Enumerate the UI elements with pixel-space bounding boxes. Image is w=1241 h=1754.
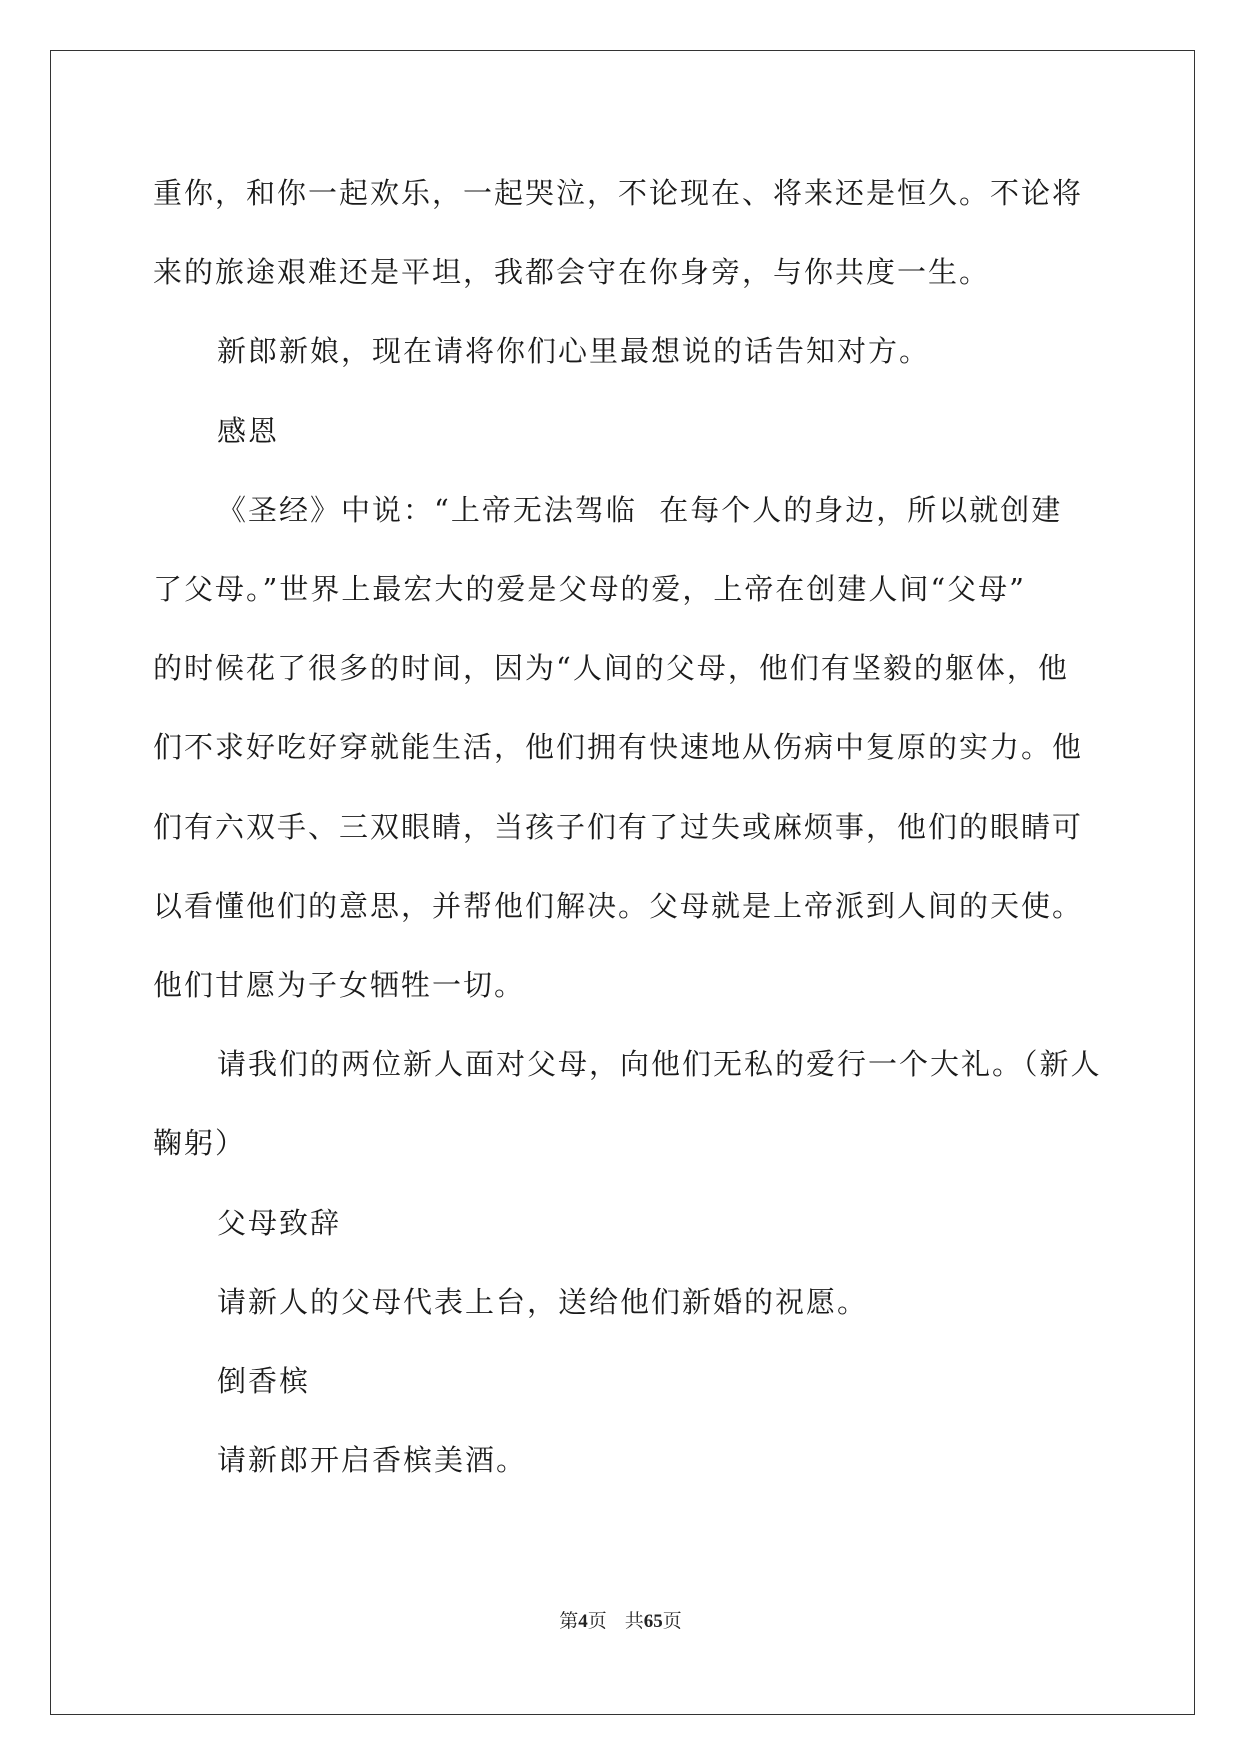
text-line: 以看懂他们的意思，并帮他们解决。父母就是上帝派到人间的天使。 bbox=[153, 888, 1084, 923]
text-line: 请我们的两位新人面对父母，向他们无私的爱行一个大礼。（新人 bbox=[217, 1047, 1102, 1082]
text-line: 他们甘愿为子女牺牲一切。 bbox=[153, 968, 526, 1003]
page-number: 4 bbox=[578, 1611, 588, 1632]
footer-total-prefix: 共 bbox=[624, 1610, 644, 1632]
text-line: 们不求好吃好穿就能生活，他们拥有快速地从伤病中复原的实力。他 bbox=[153, 730, 1084, 765]
text-line: 的时候花了很多的时间，因为“人间的父母，他们有坚毅的躯体，他 bbox=[153, 651, 1069, 686]
text-line: 新郎新娘，现在请将你们心里最想说的话告知对方。 bbox=[217, 334, 931, 369]
footer-total-unit: 页 bbox=[662, 1610, 682, 1632]
page-footer bbox=[0, 1606, 1241, 1633]
text-line: 请新人的父母代表上台，送给他们新婚的祝愿。 bbox=[217, 1284, 869, 1319]
section-heading: 感恩 bbox=[217, 413, 280, 448]
text-line: 重你，和你一起欢乐，一起哭泣，不论现在、将来还是恒久。不论将 bbox=[153, 176, 1084, 210]
text-line: 请新郎开启香槟美酒。 bbox=[217, 1443, 528, 1478]
text-line: 了父母。”世界上最宏大的爱是父母的爱，上帝在创建人间“父母” bbox=[153, 572, 1026, 607]
footer-prefix: 第 bbox=[559, 1610, 579, 1632]
document-body bbox=[153, 154, 1102, 1500]
text-line: 来的旅途艰难还是平坦，我都会守在你身旁，与你共度一生。 bbox=[153, 255, 991, 290]
text-line: 们有六双手、三双眼睛，当孩子们有了过失或麻烦事，他们的眼睛可 bbox=[153, 809, 1084, 844]
total-pages: 65 bbox=[643, 1611, 663, 1632]
text-line: 鞠躬） bbox=[153, 1126, 247, 1161]
footer-page-unit: 页 bbox=[587, 1610, 607, 1632]
section-heading: 倒香槟 bbox=[217, 1364, 311, 1399]
text-line: 《圣经》中说：“上帝无法驾临 在每个人的身边，所以就创建 bbox=[217, 492, 1063, 527]
section-heading: 父母致辞 bbox=[217, 1205, 342, 1240]
